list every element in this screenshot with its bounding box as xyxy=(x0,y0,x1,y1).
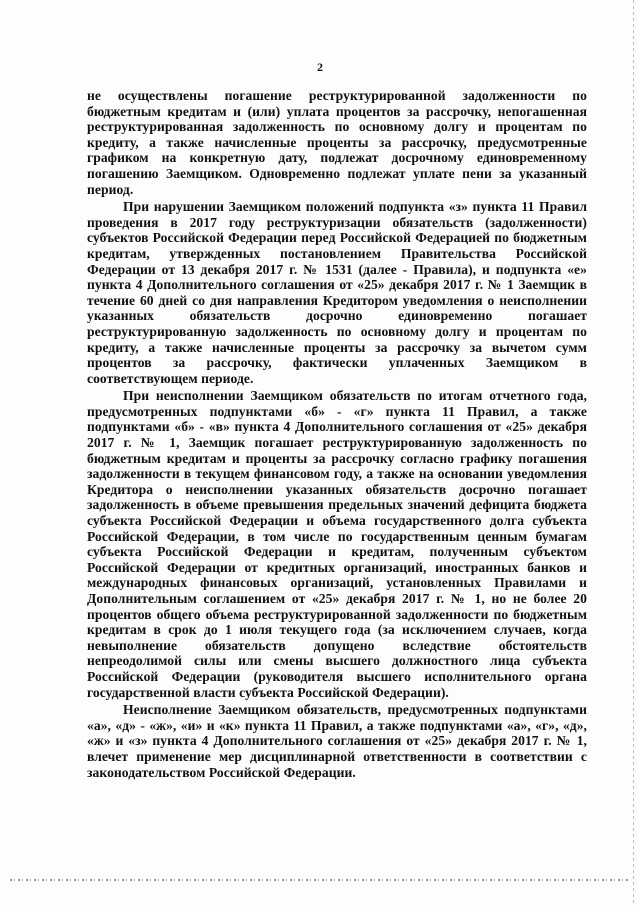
paragraph-violation: При нарушении Заемщиком положений подпункта «з» пункта 11 Правил проведения в 2017 году реструктуризации обязательств (задолженности) субъектов Российской Федерации перед Российской Федерацией по бюджетным кредитам, утвержденных постановлением Правительства Российской Федерации от 13 декабря 2017 г. № 1531 (далее - Правила), и подпункта «е» пункта 4 Дополнительного соглашения от «25» декабря 2017 г. № 1 Заемщик в течение 60 дней со дня направления Кредитором уведомления о неисполнении указанных обязательств досрочно единовременно погашает реструктурированную задолженность по основному долгу и процентам по кредиту, а также начисленные проценты за рассрочку за вычетом сумм процентов за рассрочку, фактически уплаченных Заемщиком в соответствующем периоде. xyxy=(87,199,587,386)
paragraph-continuation: не осуществлены погашение реструктурированной задолженности по бюджетным кредитам и (или) уплата процентов за рассрочку, непогашенная реструктурированная задолженность по основному долгу и процентам по кредиту, а также начисленные проценты за рассрочку, предусмотренные графиком на конкретную дату, подлежат досрочному единовременному погашению Заемщиком. Одновременно подлежат уплате пени за указанный период. xyxy=(87,88,587,197)
paragraph-disciplinary: Неисполнение Заемщиком обязательств, предусмотренных подпунктами «а», «д» - «ж», «и» и «к» пункта 11 Правил, а также подпунктами «а», «г», «д», «ж» и «з» пункта 4 Дополнительного соглашения от «25» декабря 2017 г. № 1, влечет применение мер дисциплинарной ответственности в соответствии с законодательством Российской Федерации. xyxy=(87,702,587,780)
scan-edge xyxy=(633,0,634,905)
scan-artifact-line xyxy=(10,879,630,881)
page-number: 2 xyxy=(317,60,323,74)
document-body xyxy=(87,88,587,780)
paragraph-non-fulfillment: При неисполнении Заемщиком обязательств по итогам отчетного года, предусмотренных подпунктами «б» - «г» пункта 11 Правил, а также подпунктами «б» - «в» пункта 4 Дополнительного соглашения от «25» декабря 2017 г. № 1, Заемщик погашает реструктурированную задолженность по бюджетным кредитам и проценты за рассрочку согласно графику погашения задолженности в текущем финансовом году, а также на основании уведомления Кредитора о неисполнении указанных обязательств досрочно погашает задолженность в объеме превышения предельных значений дефицита бюджета субъекта Российской Федерации и объема государственного долга субъекта Российской Федерации, в том числе по государственным ценным бумагам субъекта Российской Федерации и кредитам, полученным субъектом Российской Федерации от кредитных организаций, иностранных банков и международных финансовых организаций, установленных Правилами и Дополнительным соглашением от «25» декабря 2017 г. № 1, но не более 20 процентов общего объема реструктурированной задолженности по бюджетным кредитам в срок до 1 июля текущего года (за исключением случаев, когда невыполнение обязательств допущено вследствие обстоятельств непреодолимой силы или смены высшего должностного лица субъекта Российской Федерации (руководителя высшего исполнительного органа государственной власти субъекта Российской Федерации). xyxy=(87,388,587,700)
